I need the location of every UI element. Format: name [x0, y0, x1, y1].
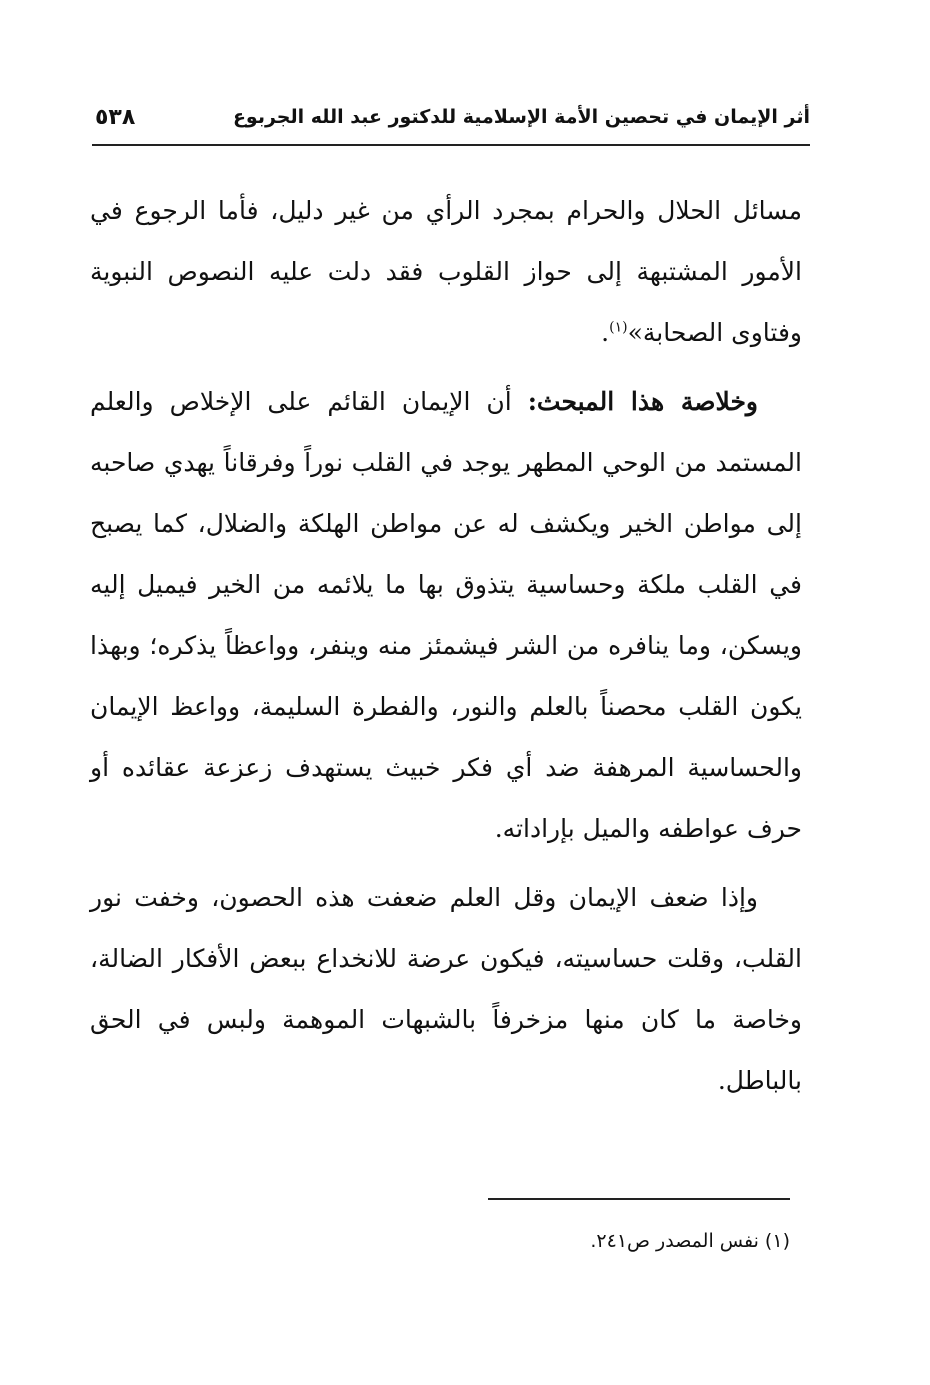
main-text — [90, 180, 802, 1111]
footnote-rule — [488, 1198, 790, 1200]
running-title: أثر الإيمان في تحصين الأمة الإسلامية للدكتور عبد الله الجربوع — [232, 106, 810, 128]
paragraph-2-text: أن الإيمان القائم على الإخلاص والعلم المستمد من الوحي المطهر يوجد في القلب نوراً وفرقاناً يهدي صاحبه إلى مواطن الخير ويكشف له عن مواطن الهلكة والضلال، كما يصبح في القلب ملكة وحساسية يتذوق بها ما يلائمه من الخير فيميل إليه ويسكن، وما ينافره من الشر فيشمئز منه وينفر، وواعظاً يذكره؛ وبهذا يكون القلب محصناً بالعلم والنور، والفطرة السليمة، وواعظ الإيمان والحساسية المرهفة ضد أي فكر خبيث يستهدف زعزعة عقائده أو حرف عواطفه والميل بإراداته. — [90, 387, 802, 843]
header-rule — [92, 144, 810, 146]
paragraph-1-text: مسائل الحلال والحرام بمجرد الرأي من غير دليل، فأما الرجوع في الأمور المشتبهة إلى حواز القلوب فقد دلت عليه النصوص النبوية وفتاوى الصحابة» — [90, 196, 802, 347]
summary-heading: وخلاصة هذا المبحث: — [527, 387, 758, 416]
paragraph-3 — [90, 867, 802, 1111]
paragraph-1-tail: . — [601, 318, 610, 347]
paragraph-1 — [90, 180, 802, 363]
footnote-reference: (١) — [609, 319, 628, 336]
footnote-1: (١) نفس المصدر ص٢٤١. — [590, 1230, 790, 1252]
running-header — [95, 94, 810, 140]
paragraph-3-text: وإذا ضعف الإيمان وقل العلم ضعفت هذه الحصون، وخفت نور القلب، وقلت حساسيته، فيكون عرضة للانخداع ببعض الأفكار الضالة، وخاصة ما كان منها مزخرفاً بالشبهات الموهمة ولبس في الحق بالباطل. — [90, 883, 802, 1095]
paragraph-2 — [90, 371, 802, 859]
page-number: ٥٣٨ — [95, 104, 136, 130]
